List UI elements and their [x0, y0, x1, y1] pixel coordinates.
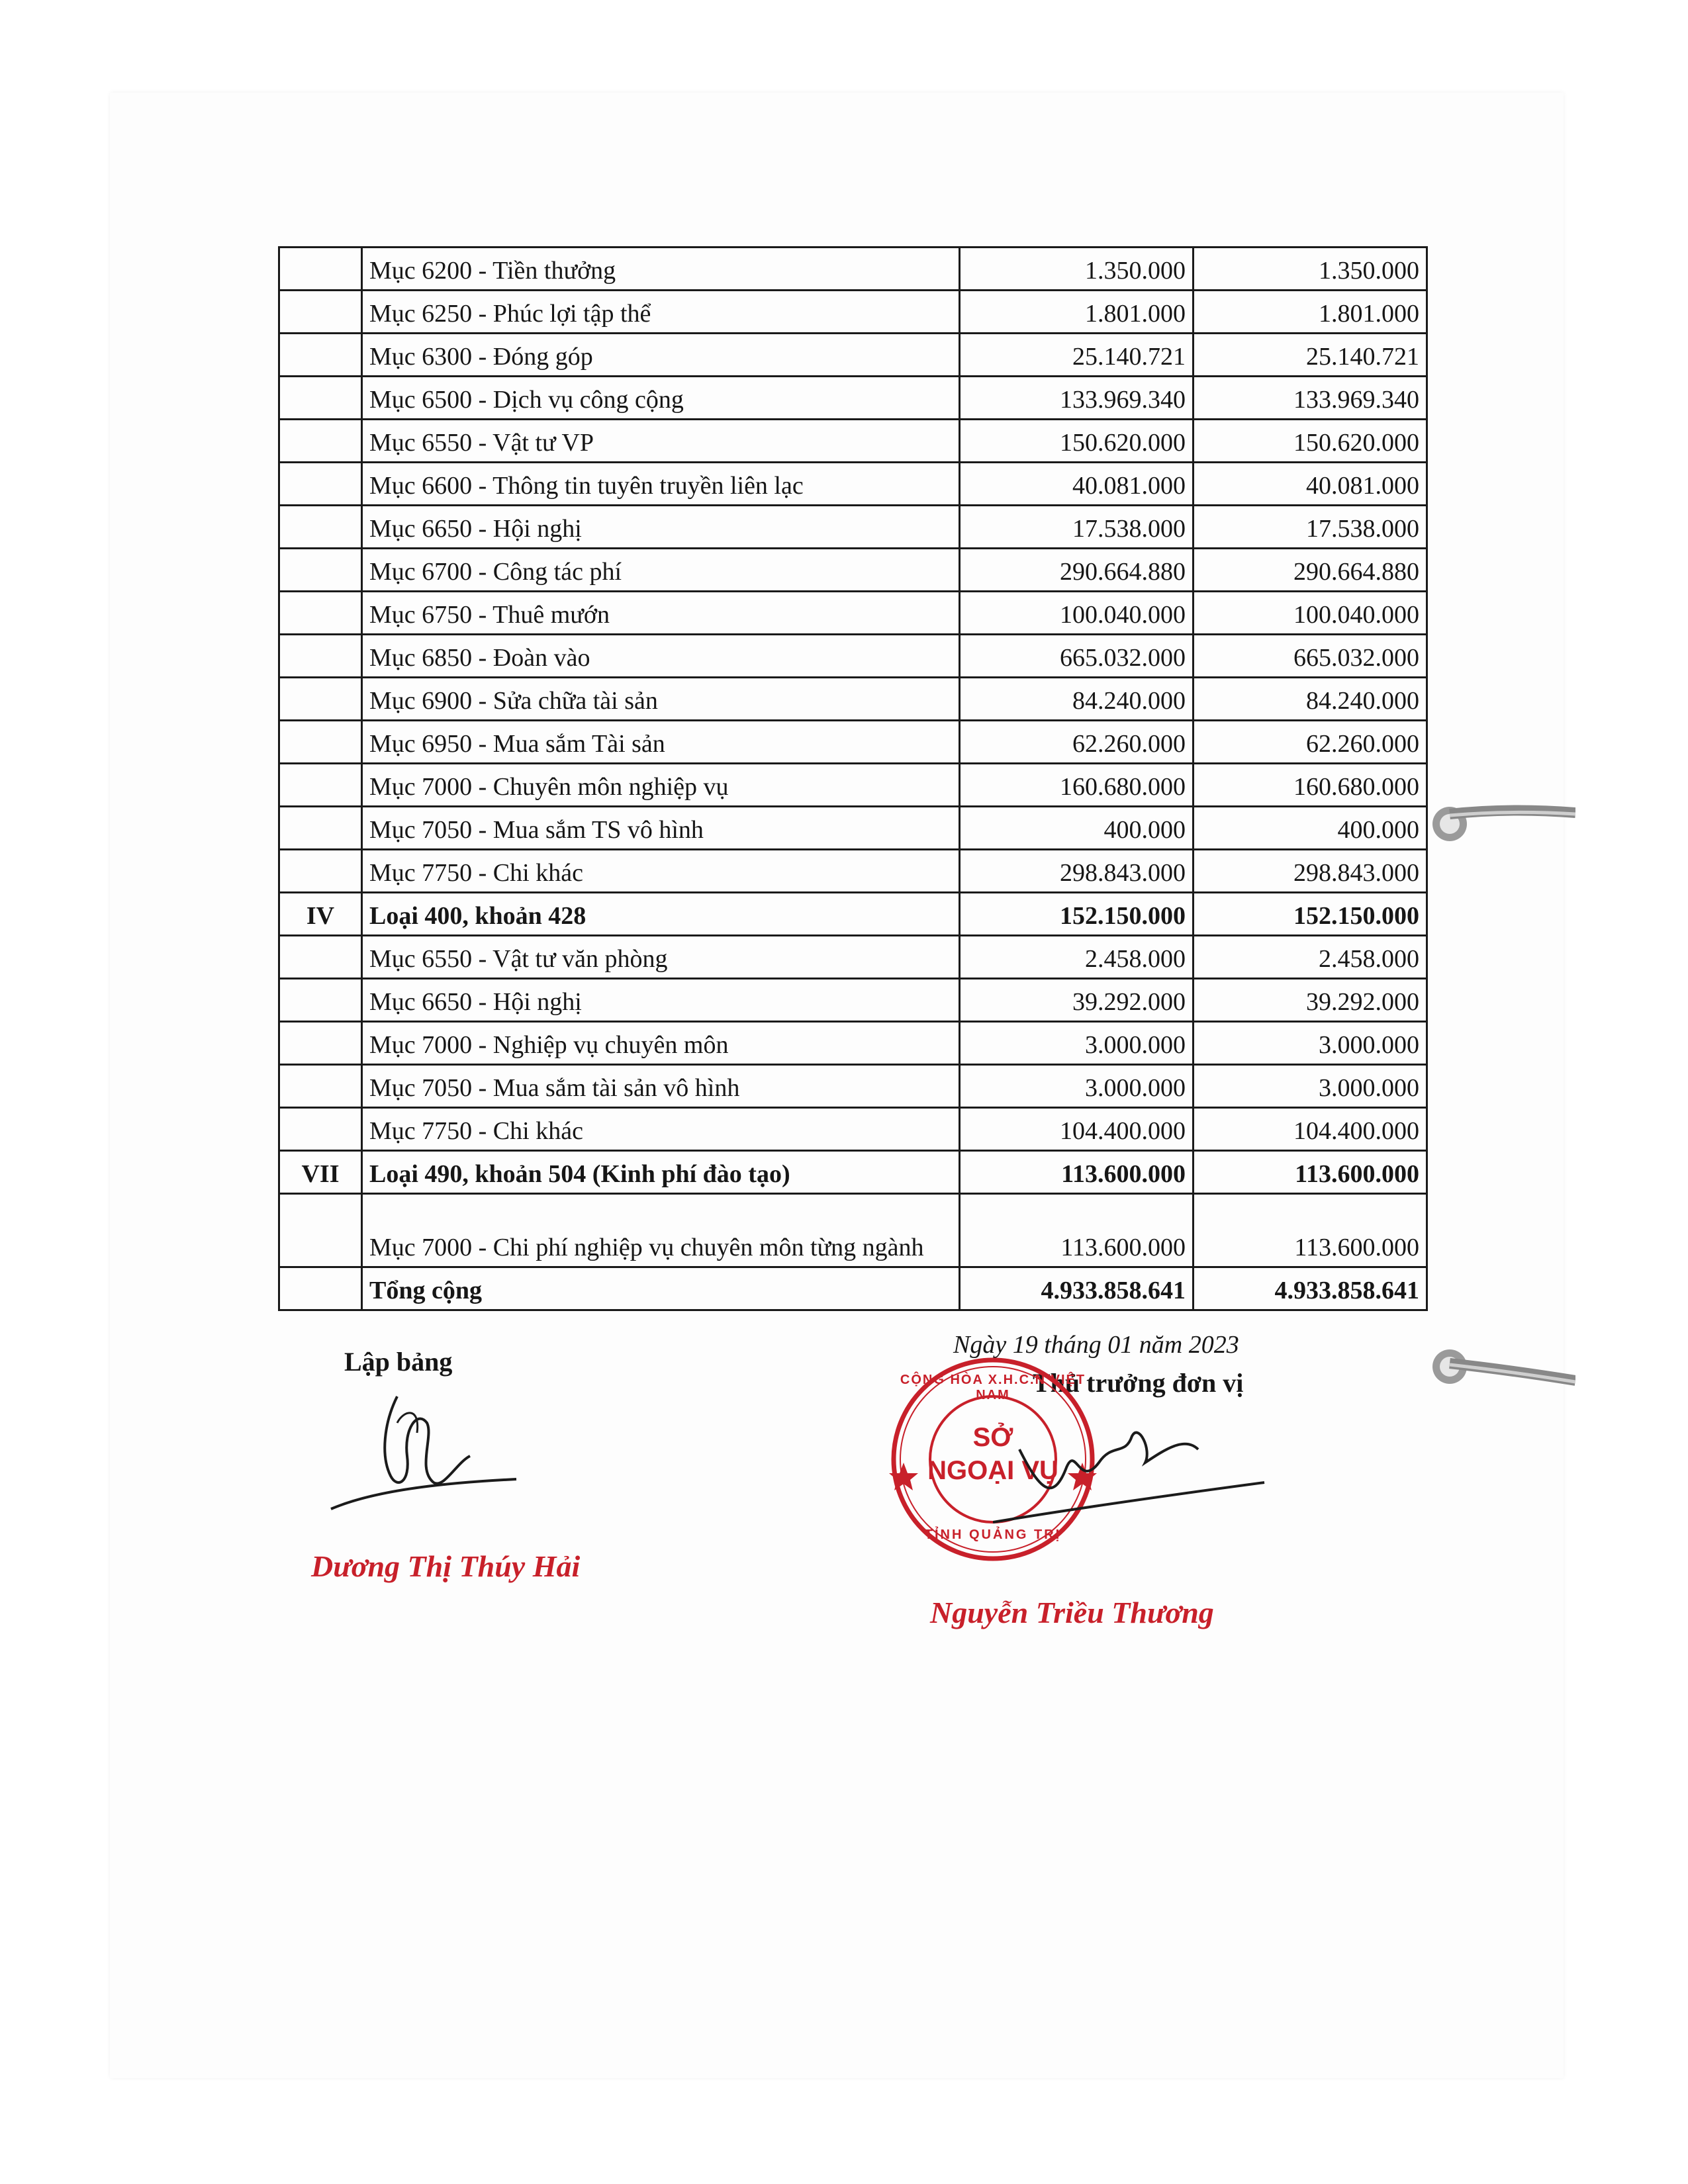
row-section-number — [279, 420, 362, 463]
row-amount-actual: 290.664.880 — [1194, 549, 1427, 592]
row-amount-actual: 150.620.000 — [1194, 420, 1427, 463]
row-section-number — [279, 850, 362, 893]
table-row — [279, 334, 1427, 377]
table-row — [279, 377, 1427, 420]
seal-bottom-text: TỈNH QUẢNG TRỊ — [924, 1527, 1062, 1542]
row-section-number — [279, 936, 362, 979]
row-section-number — [279, 721, 362, 764]
row-amount-actual: 84.240.000 — [1194, 678, 1427, 721]
row-item-name: Loại 490, khoản 504 (Kinh phí đào tạo) — [362, 1151, 960, 1194]
row-amount-estimate: 104.400.000 — [960, 1108, 1194, 1151]
row-amount-estimate: 3.000.000 — [960, 1065, 1194, 1108]
row-section-number — [279, 463, 362, 506]
row-section-number — [279, 1022, 362, 1065]
table-row — [279, 936, 1427, 979]
row-section-number — [279, 1065, 362, 1108]
row-section-number — [279, 377, 362, 420]
row-section-number — [279, 1267, 362, 1310]
row-item-name: Mục 6700 - Công tác phí — [362, 549, 960, 592]
row-item-name: Mục 6300 - Đóng góp — [362, 334, 960, 377]
preparer-name: Dương Thị Thúy Hải — [311, 1549, 581, 1583]
binder-ring-icon — [1423, 1337, 1575, 1396]
row-amount-actual: 113.600.000 — [1194, 1194, 1427, 1267]
row-item-name: Tổng cộng — [362, 1267, 960, 1310]
table-row — [279, 549, 1427, 592]
row-item-name: Mục 7000 - Chi phí nghiệp vụ chuyên môn từng ngành — [362, 1194, 960, 1267]
row-section-number — [279, 291, 362, 334]
row-amount-actual: 400.000 — [1194, 807, 1427, 850]
row-amount-estimate: 40.081.000 — [960, 463, 1194, 506]
row-amount-estimate: 298.843.000 — [960, 850, 1194, 893]
row-item-name: Mục 6550 - Vật tư văn phòng — [362, 936, 960, 979]
table-row — [279, 1022, 1427, 1065]
table-row — [279, 463, 1427, 506]
row-amount-estimate: 2.458.000 — [960, 936, 1194, 979]
head-of-unit-name: Nguyễn Triều Thương — [930, 1596, 1214, 1629]
row-section-number — [279, 1194, 362, 1267]
seal-line-1: SỞ — [972, 1423, 1013, 1452]
row-item-name: Mục 7050 - Mua sắm tài sản vô hình — [362, 1065, 960, 1108]
table-row — [279, 248, 1427, 291]
row-amount-estimate: 1.801.000 — [960, 291, 1194, 334]
row-amount-estimate: 133.969.340 — [960, 377, 1194, 420]
row-section-number — [279, 678, 362, 721]
table-row — [279, 1267, 1427, 1310]
row-item-name: Loại 400, khoản 428 — [362, 893, 960, 936]
row-section-number — [279, 506, 362, 549]
table-row — [279, 506, 1427, 549]
row-item-name: Mục 6250 - Phúc lợi tập thể — [362, 291, 960, 334]
table-row — [279, 1108, 1427, 1151]
row-amount-actual: 40.081.000 — [1194, 463, 1427, 506]
row-amount-estimate: 665.032.000 — [960, 635, 1194, 678]
row-amount-actual: 25.140.721 — [1194, 334, 1427, 377]
table-row — [279, 635, 1427, 678]
row-amount-estimate: 3.000.000 — [960, 1022, 1194, 1065]
table-row — [279, 1065, 1427, 1108]
row-amount-actual: 4.933.858.641 — [1194, 1267, 1427, 1310]
seal-line-2: NGOẠI VỤ — [927, 1456, 1058, 1485]
row-amount-estimate: 113.600.000 — [960, 1194, 1194, 1267]
row-item-name: Mục 6650 - Hội nghị — [362, 506, 960, 549]
row-item-name: Mục 6650 - Hội nghị — [362, 979, 960, 1022]
row-amount-actual: 3.000.000 — [1194, 1065, 1427, 1108]
row-item-name: Mục 6750 - Thuê mướn — [362, 592, 960, 635]
binder-ring-icon — [1423, 794, 1575, 854]
row-section-number: VII — [279, 1151, 362, 1194]
table-row — [279, 893, 1427, 936]
row-item-name: Mục 7050 - Mua sắm TS vô hình — [362, 807, 960, 850]
budget-table — [278, 246, 1428, 1311]
table-row — [279, 850, 1427, 893]
row-item-name: Mục 7750 - Chi khác — [362, 850, 960, 893]
row-item-name: Mục 6200 - Tiền thưởng — [362, 248, 960, 291]
row-item-name: Mục 6500 - Dịch vụ công cộng — [362, 377, 960, 420]
row-amount-actual: 160.680.000 — [1194, 764, 1427, 807]
row-section-number: IV — [279, 893, 362, 936]
table-row — [279, 592, 1427, 635]
table-row — [279, 291, 1427, 334]
row-amount-actual: 100.040.000 — [1194, 592, 1427, 635]
row-amount-estimate: 160.680.000 — [960, 764, 1194, 807]
row-amount-estimate: 152.150.000 — [960, 893, 1194, 936]
row-amount-estimate: 25.140.721 — [960, 334, 1194, 377]
row-amount-actual: 665.032.000 — [1194, 635, 1427, 678]
row-section-number — [279, 334, 362, 377]
row-item-name: Mục 7000 - Chuyên môn nghiệp vụ — [362, 764, 960, 807]
row-item-name: Mục 6600 - Thông tin tuyên truyền liên lạc — [362, 463, 960, 506]
table-row — [279, 420, 1427, 463]
row-item-name: Mục 6850 - Đoàn vào — [362, 635, 960, 678]
head-signature-icon — [993, 1410, 1271, 1529]
row-amount-actual: 62.260.000 — [1194, 721, 1427, 764]
table-row — [279, 979, 1427, 1022]
row-amount-actual: 17.538.000 — [1194, 506, 1427, 549]
row-amount-actual: 298.843.000 — [1194, 850, 1427, 893]
row-amount-actual: 152.150.000 — [1194, 893, 1427, 936]
row-amount-estimate: 400.000 — [960, 807, 1194, 850]
row-amount-actual: 3.000.000 — [1194, 1022, 1427, 1065]
row-section-number — [279, 807, 362, 850]
row-amount-estimate: 150.620.000 — [960, 420, 1194, 463]
row-section-number — [279, 549, 362, 592]
row-amount-actual: 1.350.000 — [1194, 248, 1427, 291]
table-row — [279, 678, 1427, 721]
row-section-number — [279, 764, 362, 807]
row-amount-estimate: 100.040.000 — [960, 592, 1194, 635]
head-of-unit-title: Thủ trưởng đơn vị — [1033, 1368, 1244, 1398]
row-amount-estimate: 39.292.000 — [960, 979, 1194, 1022]
row-amount-actual: 133.969.340 — [1194, 377, 1427, 420]
row-item-name: Mục 7000 - Nghiệp vụ chuyên môn — [362, 1022, 960, 1065]
seal-top-text: CỘNG HÒA X.H.C.N VIỆT NAM — [900, 1373, 1086, 1402]
row-item-name: Mục 6900 - Sửa chữa tài sản — [362, 678, 960, 721]
table-row — [279, 721, 1427, 764]
row-section-number — [279, 635, 362, 678]
row-section-number — [279, 248, 362, 291]
row-section-number — [279, 1108, 362, 1151]
row-item-name: Mục 6550 - Vật tư VP — [362, 420, 960, 463]
row-section-number — [279, 592, 362, 635]
row-amount-estimate: 62.260.000 — [960, 721, 1194, 764]
row-amount-estimate: 113.600.000 — [960, 1151, 1194, 1194]
row-amount-actual: 39.292.000 — [1194, 979, 1427, 1022]
table-row — [279, 764, 1427, 807]
row-amount-actual: 104.400.000 — [1194, 1108, 1427, 1151]
row-amount-actual: 1.801.000 — [1194, 291, 1427, 334]
document-date: Ngày 19 tháng 01 năm 2023 — [953, 1331, 1239, 1359]
preparer-title: Lập bảng — [344, 1347, 453, 1377]
table-row — [279, 807, 1427, 850]
row-amount-estimate: 290.664.880 — [960, 549, 1194, 592]
row-item-name: Mục 6950 - Mua sắm Tài sản — [362, 721, 960, 764]
table-row — [279, 1151, 1427, 1194]
row-amount-actual: 2.458.000 — [1194, 936, 1427, 979]
row-item-name: Mục 7750 - Chi khác — [362, 1108, 960, 1151]
row-amount-estimate: 84.240.000 — [960, 678, 1194, 721]
table-row — [279, 1194, 1427, 1267]
row-amount-actual: 113.600.000 — [1194, 1151, 1427, 1194]
row-amount-estimate: 4.933.858.641 — [960, 1267, 1194, 1310]
preparer-signature-icon — [318, 1383, 530, 1516]
row-section-number — [279, 979, 362, 1022]
row-amount-estimate: 1.350.000 — [960, 248, 1194, 291]
row-amount-estimate: 17.538.000 — [960, 506, 1194, 549]
